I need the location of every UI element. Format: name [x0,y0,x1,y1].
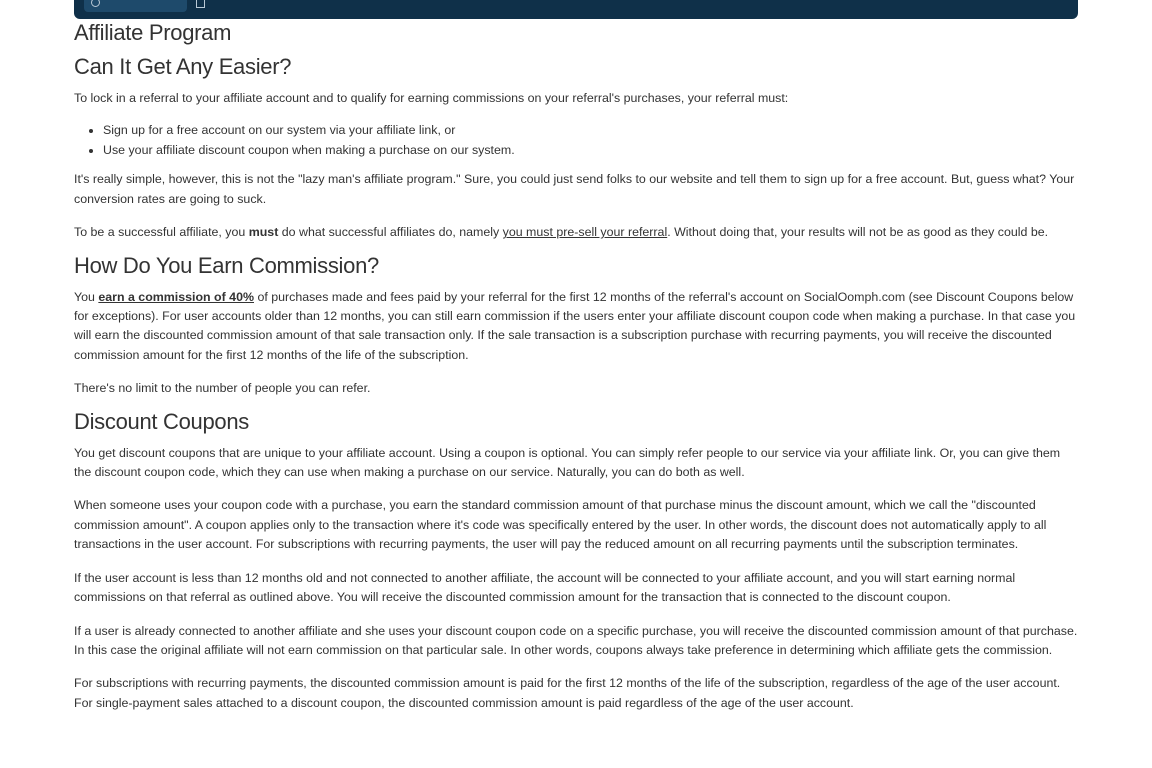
coupons-para-2: When someone uses your coupon code with a purchase, you earn the standard commission amount of that purchase minus the discount amount, which we call the "discounted commission amount". A coupon applies only to the transaction where it's code was specifically entered by the user. In other words, the discount does not automatically apply to all transactions in the user account. For subscriptions with recurring payments, the user will pay the reduced amount on all recurring payments until the subscription terminates. [74,498,1047,552]
easier-para-2 [74,223,1078,242]
pre-sell-link[interactable]: you must pre-sell your referral [502,225,668,240]
list-item: • Use your affiliate discount coupon when making a purchase on our system. [103,140,1078,160]
requirements-list [74,120,1078,160]
nav-tab-active[interactable] [84,0,187,12]
heading-earn: How Do You Earn Commission? [74,252,379,278]
page-title: Affiliate Program [74,20,232,45]
earn-para-1 [74,288,1078,366]
text-segment: do what successful affiliates do, namely [278,225,503,240]
list-item: • Sign up for a free account on our system via your affiliate link, or [103,120,1078,140]
commission-link[interactable]: earn a commission of 40% [98,289,254,304]
earn-para-2: There's no limit to the number of people you can refer. [74,381,371,396]
main-content [74,19,1078,713]
must-emphasis: must [248,225,279,240]
easier-intro: To lock in a referral to your affiliate account and to qualify for earning commissions on your referral's purchases, your referral must: [74,91,789,105]
text-segment: . Without doing that, your results will not be as good as they could be. [667,225,1049,240]
coupons-para-1: You get discount coupons that are unique to your affiliate account. Using a coupon is optional. You can simply refer people to our service via your affiliate link. Or, you can give them the discount coupon code, which they can use when making a purchase on our service. Naturally, you can do both as well. [74,445,1061,480]
coupons-para-4: If a user is already connected to another affiliate and she uses your discount coupon code on a specific purchase, you will receive the discounted commission amount of that purchase. In this case the original affiliate will not earn commission on that particular sale. In other words, coupons always take preference in determining which affiliate gets the commission. [74,623,1078,657]
text-segment: To be a successful affiliate, you [74,225,249,240]
coupons-para-5: For subscriptions with recurring payments, the discounted commission amount is paid for the first 12 months of the life of the subscription, regardless of the age of the user account. For single-payment sales attached to a discount coupon, the discounted commission amount is paid regardless of the age of the user account. [74,676,1061,710]
text-segment: You [74,289,99,304]
text-segment: of purchases made and fees paid by your referral for the first 12 months of the referral's account on SocialOomph.com (see Discount Coupons below for exceptions). For user accounts older than 12 months, you can still earn commission if the users enter your affiliate discount coupon code when making a purchase. In that case you will earn the discounted commission amount of that sale transaction only. If the sale transaction is a subscription purchase with recurring payments, you will receive the discounted commission amount for the first 12 months of the life of the subscription. [74,289,1076,362]
top-navigation-bar [74,0,1078,19]
nav-tab-icon [91,0,100,7]
coupons-para-3: If the user account is less than 12 months old and not connected to another affiliate, the account will be connected to your affiliate account, and you will start earning normal commissions on that referral as outlined above. You will receive the discounted commission amount for the transaction that is connected to the discount coupon. [74,570,1016,605]
heading-easier: Can It Get Any Easier? [74,54,292,79]
document-icon[interactable] [196,0,205,8]
easier-para-1: It's really simple, however, this is not the "lazy man's affiliate program." Sure, you could just send folks to our website and tell them to sign up for a free account. But, guess what? Your conversion rates are going to suck. [74,172,1075,206]
heading-coupons: Discount Coupons [74,408,249,434]
